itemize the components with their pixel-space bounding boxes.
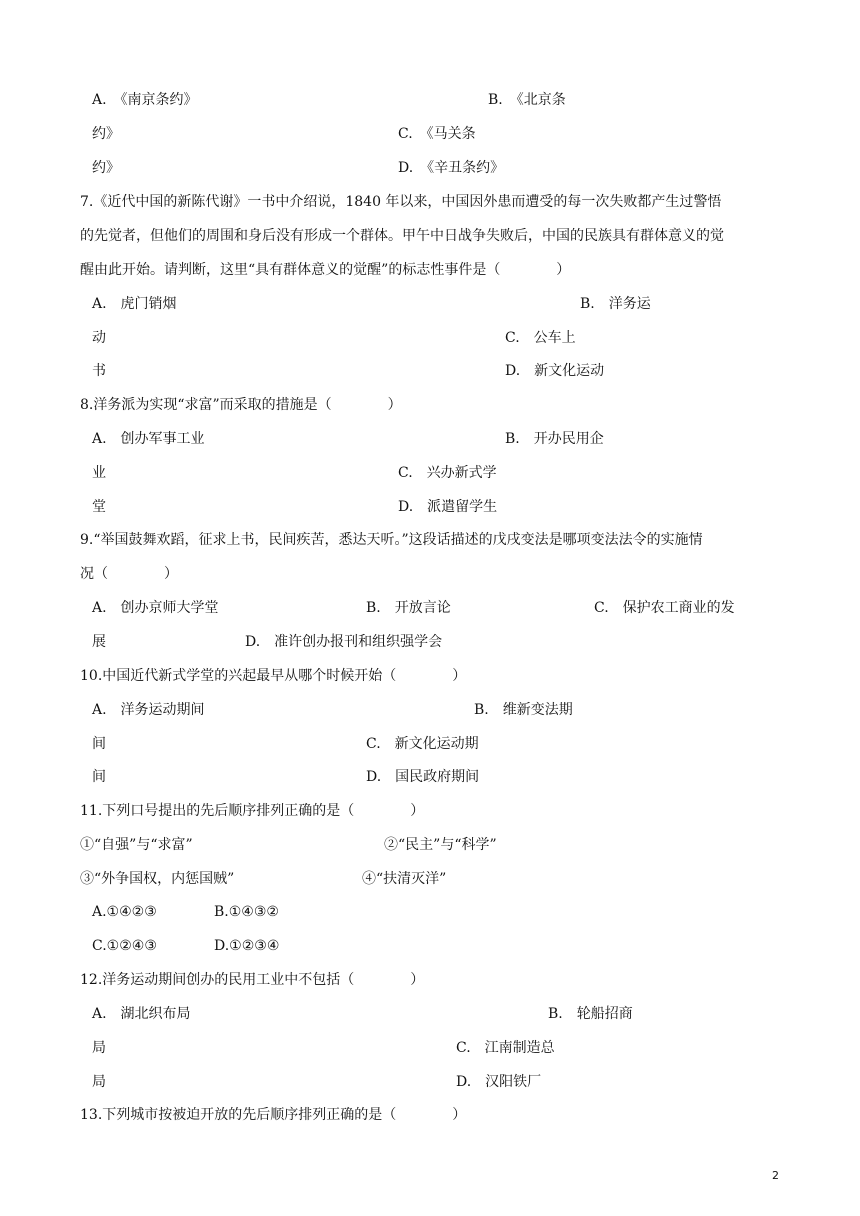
option-text: A. 创办军事工业: [92, 431, 205, 447]
question-text: 11.下列口号提出的先后顺序排列正确的是（ ）: [80, 803, 425, 819]
question-text: 况（ ）: [80, 566, 178, 582]
option-text: B. 洋务运: [580, 296, 651, 312]
option-text: 书: [92, 363, 106, 379]
option-text: B. 开放言论: [366, 600, 451, 616]
option-text: 局: [92, 1040, 106, 1056]
option-text: C. 兴办新式学: [398, 465, 497, 481]
question-text: 12.洋务运动期间创办的民用工业中不包括（ ）: [80, 972, 425, 988]
option-text: 展: [92, 634, 106, 650]
option-text: ③“外争国权，内惩国贼”: [80, 871, 235, 887]
option-text: C.①②④③: [92, 938, 157, 954]
option-text: A. 《南京条约》: [92, 92, 198, 108]
option-text: A.①④②③: [92, 904, 157, 920]
question-text: 9.“举国鼓舞欢蹈，征求上书，民间疾苦，悉达天听。”这段话描述的戊戌变法是哪项变法法令的实施情: [80, 532, 703, 548]
option-text: D. 汉阳铁厂: [456, 1074, 542, 1090]
question-text: 13.下列城市按被迫开放的先后顺序排列正确的是（ ）: [80, 1107, 467, 1123]
option-text: A. 洋务运动期间: [92, 702, 205, 718]
option-text: 间: [92, 769, 106, 785]
option-text: A. 虎门销烟: [92, 296, 177, 312]
option-text: B. 《北京条: [488, 92, 566, 108]
question-text: 8.洋务派为实现“求富”而采取的措施是（ ）: [80, 397, 402, 413]
option-text: C. 公车上: [505, 330, 576, 346]
question-text: 7.《近代中国的新陈代谢》一书中介绍说，1840 年以来，中国因外患而遭受的每一次失败都产生过警悟: [80, 194, 722, 210]
question-text: 10.中国近代新式学堂的兴起最早从哪个时候开始（ ）: [80, 668, 467, 684]
option-text: C. 《马关条: [398, 126, 476, 142]
option-text: A. 湖北织布局: [92, 1006, 191, 1022]
question-text: 的先觉者，但他们的周围和身后没有形成一个群体。甲午中日战争失败后，中国的民族具有群体意义的觉: [80, 228, 724, 244]
option-text: B. 维新变法期: [474, 702, 573, 718]
option-text: D. 新文化运动: [505, 363, 605, 379]
option-text: 约》: [92, 126, 120, 142]
option-text: C. 江南制造总: [456, 1040, 555, 1056]
question-text: 醒由此开始。请判断，这里“具有群体意义的觉醒”的标志性事件是（ ）: [80, 262, 571, 278]
option-text: 堂: [92, 499, 106, 515]
option-text: 业: [92, 465, 106, 481]
option-text: A. 创办京师大学堂: [92, 600, 219, 616]
page-number: 2: [772, 1169, 779, 1182]
option-text: D. 《辛丑条约》: [398, 160, 505, 176]
option-text: D.①②③④: [214, 938, 280, 954]
option-text: C. 新文化运动期: [366, 736, 479, 752]
option-text: B. 轮船招商: [548, 1006, 633, 1022]
option-text: B.①④③②: [214, 904, 279, 920]
option-text: ②“民主”与“科学”: [384, 837, 497, 853]
option-text: 局: [92, 1074, 106, 1090]
option-text: 间: [92, 736, 106, 752]
option-text: D. 国民政府期间: [366, 769, 480, 785]
option-text: 动: [92, 330, 106, 346]
option-text: D. 准许创办报刊和组织强学会: [245, 634, 443, 650]
option-text: D. 派遣留学生: [398, 499, 498, 515]
option-text: B. 开办民用企: [505, 431, 604, 447]
option-text: ①“自强”与“求富”: [80, 837, 193, 853]
option-text: 约》: [92, 160, 120, 176]
option-text: ④“扶清灭洋”: [362, 871, 447, 887]
option-text: C. 保护农工商业的发: [594, 600, 735, 616]
